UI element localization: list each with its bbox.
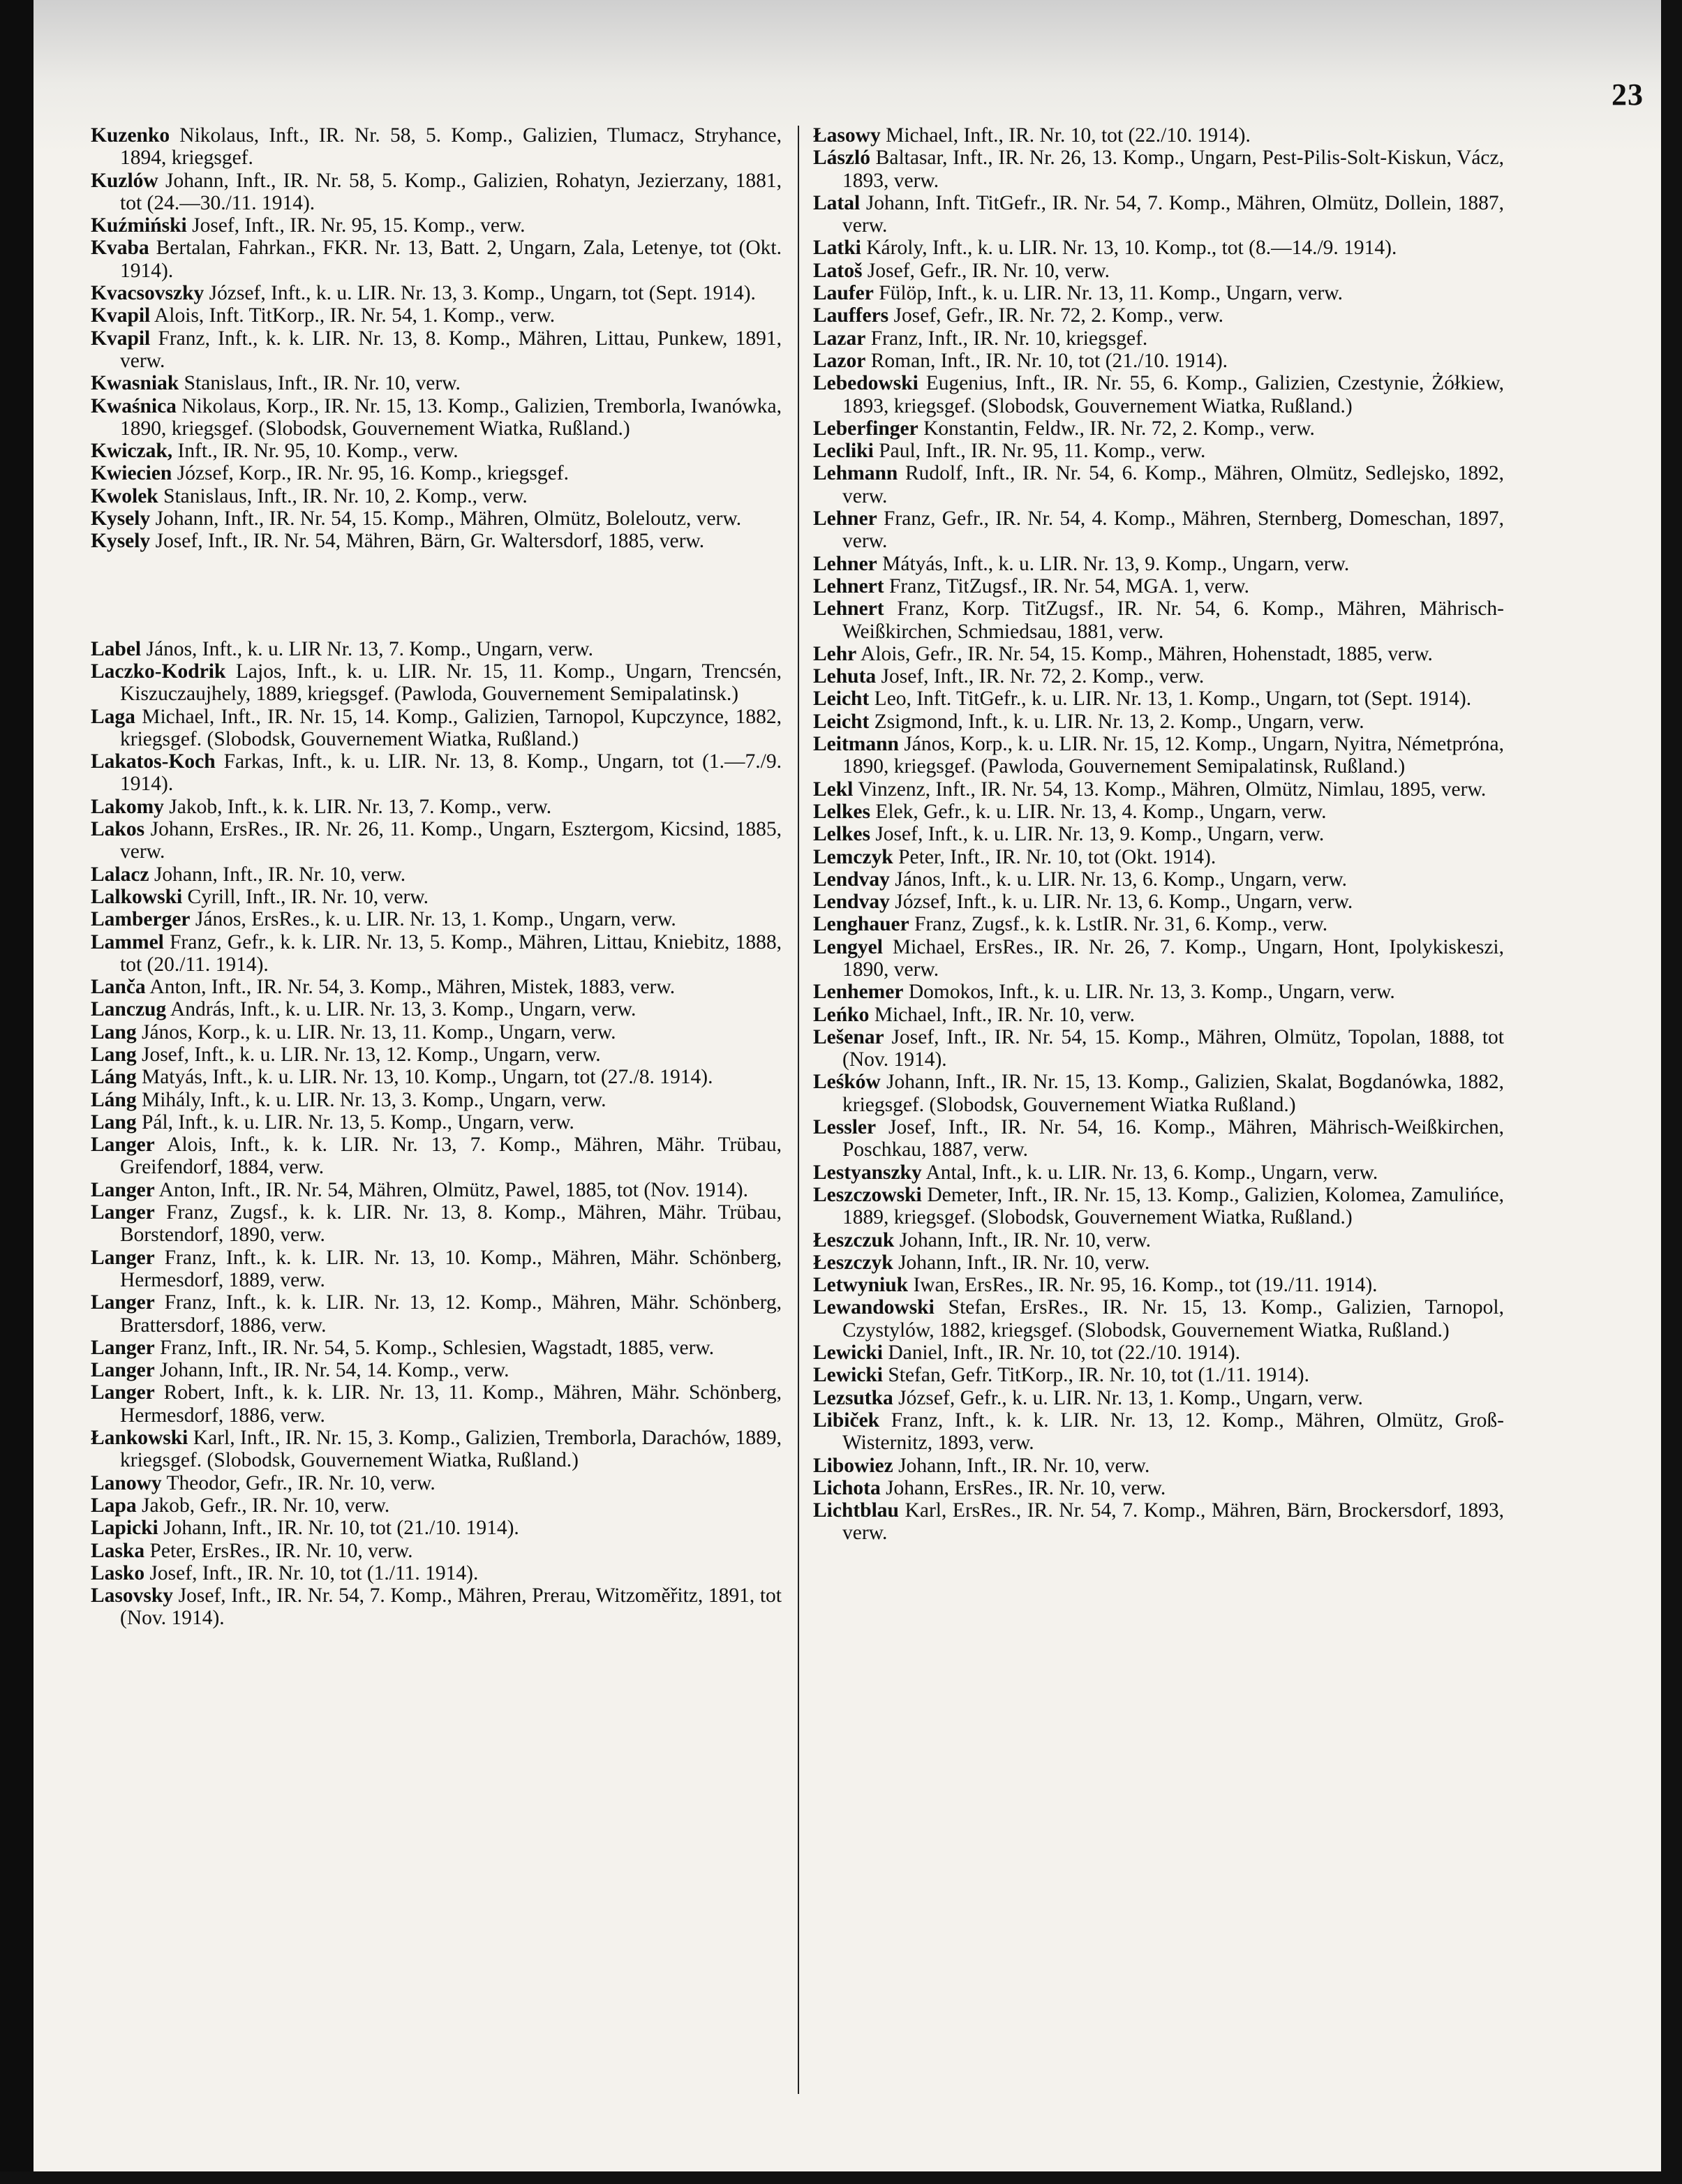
register-entry [91, 1043, 782, 1066]
entry-details: Domokos, Inft., k. u. LIR. Nr. 13, 3. Komp., Ungarn, verw. [903, 981, 1395, 1004]
left-column [91, 124, 782, 1630]
entry-details: Johann, ErsRes., IR. Nr. 10, verw. [880, 1476, 1166, 1499]
entry-details: János, Inft., k. u. LIR Nr. 13, 7. Komp., Ungarn, verw. [141, 637, 593, 660]
register-entry [813, 868, 1504, 891]
entry-details: Antal, Inft., k. u. LIR. Nr. 13, 6. Komp., Ungarn, verw. [921, 1161, 1378, 1184]
register-entry [813, 417, 1504, 440]
entry-details: Josef, Gefr., IR. Nr. 10, verw. [862, 259, 1110, 282]
register-entry [91, 440, 782, 462]
entry-details: Mihály, Inft., k. u. LIR. Nr. 13, 3. Komp., Ungarn, verw. [136, 1088, 606, 1111]
register-entry [813, 733, 1504, 778]
entry-surname: Leicht [813, 688, 870, 711]
entry-surname: Kwiecien [91, 462, 172, 485]
register-entry [813, 846, 1504, 868]
entry-details: Anton, Inft., IR. Nr. 54, 3. Komp., Mähren, Mistek, 1883, verw. [145, 976, 676, 999]
register-entry [91, 1291, 782, 1337]
entry-details: Mátyás, Inft., k. u. LIR. Nr. 13, 9. Komp., Ungarn, verw. [877, 552, 1350, 575]
register-entry [91, 976, 782, 998]
register-entry [91, 1089, 782, 1111]
column-divider [798, 126, 799, 2094]
entry-surname: Lelkes [813, 800, 870, 823]
entry-surname: Lanczug [91, 998, 167, 1021]
entry-details: Baltasar, Inft., IR. Nr. 26, 13. Komp., Ungarn, Pest-Pilis-Solt-Kiskun, Vácz, 1893, verw. [842, 147, 1504, 192]
entry-details: Lajos, Inft., k. u. LIR. Nr. 15, 11. Komp., Ungarn, Trencsén, Kiszuczaujhely, 1889, kriegsgef. (Pawloda, Gouvernement Semipalatinsk.) [120, 660, 782, 706]
entry-surname: Latki [813, 237, 861, 260]
register-entry [91, 170, 782, 215]
entry-surname: Lakatos-Koch [91, 750, 216, 773]
scan-border-bottom [0, 2171, 1682, 2184]
register-entry [91, 1359, 782, 1381]
register-entry [813, 1387, 1504, 1409]
entry-surname: Leitmann [813, 733, 899, 756]
register-entry [813, 1026, 1504, 1071]
entry-details: Nikolaus, Inft., IR. Nr. 58, 5. Komp., Galizien, Tlumacz, Stryhance, 1894, kriegsgef. [120, 124, 782, 170]
register-entry [813, 575, 1504, 597]
entry-details: Franz, Inft., k. k. LIR. Nr. 13, 8. Komp., Mähren, Littau, Punkew, 1891, verw. [120, 327, 782, 372]
register-entry [91, 1494, 782, 1517]
entry-details: Johann, Inft., IR. Nr. 10, verw. [149, 863, 406, 886]
register-entry [91, 1337, 782, 1359]
entry-details: Paul, Inft., IR. Nr. 95, 11. Komp., verw. [873, 440, 1206, 463]
section-gap [91, 553, 782, 638]
register-entry [91, 931, 782, 976]
register-entry [91, 706, 782, 751]
register-entry [813, 665, 1504, 688]
entry-surname: Langer [91, 1246, 155, 1269]
register-entry [813, 372, 1504, 417]
entry-surname: Lehnert [813, 597, 884, 621]
entry-details: Johann, Inft., IR. Nr. 54, 14. Komp., verw. [154, 1359, 509, 1382]
entry-details: Nikolaus, Korp., IR. Nr. 15, 13. Komp., Galizien, Tremborla, Iwanówka, 1890, kriegsgef. (Slobodsk, Gouvernement Wiatka, Rußland.) [120, 394, 782, 440]
entry-surname: Łasowy [813, 124, 881, 147]
entry-surname: Lang [91, 1020, 137, 1043]
entry-surname: Kwiczak, [91, 440, 173, 463]
entry-details: József, Inft., k. u. LIR. Nr. 13, 3. Komp., Ungarn, tot (Sept. 1914). [204, 282, 756, 305]
entry-details: Stanislaus, Inft., IR. Nr. 10, verw. [179, 372, 461, 395]
entry-details: Johann, Inft., IR. Nr. 10, verw. [893, 1454, 1150, 1477]
entry-details: Károly, Inft., k. u. LIR. Nr. 13, 10. Komp., tot (8.—14./9. 1914). [861, 237, 1397, 260]
entry-surname: Láng [91, 1088, 137, 1111]
register-entry [813, 1364, 1504, 1386]
register-entry [813, 801, 1504, 823]
entry-surname: Lewicki [813, 1364, 883, 1387]
entry-details: Franz, Inft., k. k. LIR. Nr. 13, 12. Komp., Mähren, Olmütz, Groß-Wisternitz, 1893, verw. [842, 1409, 1504, 1455]
entry-details: Peter, Inft., IR. Nr. 10, tot (Okt. 1914). [893, 845, 1216, 868]
entry-surname: Kvaba [91, 237, 149, 260]
register-entry [91, 327, 782, 373]
entry-details: Demeter, Inft., IR. Nr. 15, 13. Komp., Galizien, Kolomea, Zamulińce, 1889, kriegsgef. (Slobodsk, Gouvernement Wiatka, Rußland.) [842, 1183, 1504, 1229]
entry-details: Josef, Inft., IR. Nr. 54, Mähren, Bärn, Gr. Waltersdorf, 1885, verw. [150, 530, 705, 553]
entry-surname: Lanowy [91, 1471, 162, 1494]
entry-details: Josef, Inft., IR. Nr. 54, 7. Komp., Mähren, Prerau, Witzoměřitz, 1891, tot (Nov. 1914). [120, 1584, 782, 1630]
entry-details: Josef, Inft., IR. Nr. 54, 15. Komp., Mähren, Olmütz, Topolan, 1888, tot (Nov. 1914). [842, 1025, 1504, 1071]
entry-surname: Łeszczuk [813, 1228, 895, 1251]
entry-details: Franz, Zugsf., k. k. LstIR. Nr. 31, 6. Komp., verw. [909, 913, 1328, 936]
entry-surname: Langer [91, 1381, 155, 1404]
register-entry [91, 908, 782, 930]
entry-details: Josef, Inft., IR. Nr. 72, 2. Komp., verw. [876, 665, 1205, 688]
entry-surname: Łankowski [91, 1427, 188, 1450]
register-entry [813, 1409, 1504, 1455]
entry-surname: Lammel [91, 930, 164, 953]
entry-details: Josef, Inft., IR. Nr. 10, tot (1./11. 1914). [144, 1561, 479, 1584]
entry-surname: Lakos [91, 818, 145, 841]
entry-surname: Lecliki [813, 440, 874, 463]
entry-surname: Lazor [813, 349, 866, 372]
entry-surname: Lelkes [813, 823, 870, 846]
register-entry [91, 304, 782, 327]
right-group-l [813, 124, 1504, 1545]
entry-surname: Langer [91, 1359, 155, 1382]
register-entry [91, 863, 782, 886]
register-entry [91, 1021, 782, 1043]
entry-surname: Laga [91, 705, 135, 728]
entry-details: Michael, Inft., IR. Nr. 15, 14. Komp., Galizien, Tarnopol, Kupczynce, 1882, kriegsgef. (Slobodsk, Gouvernement Wiatka, Rußland.) [120, 705, 782, 750]
entry-details: Theodor, Gefr., IR. Nr. 10, verw. [161, 1471, 436, 1494]
register-entry [91, 530, 782, 552]
register-entry [813, 823, 1504, 845]
entry-details: Johann, ErsRes., IR. Nr. 26, 11. Komp., Ungarn, Esztergom, Kicsind, 1885, verw. [120, 818, 782, 863]
entry-surname: László [813, 147, 870, 170]
entry-surname: Lehner [813, 507, 877, 530]
entry-surname: Label [91, 637, 142, 660]
register-entry [91, 1562, 782, 1584]
entry-surname: Kuzenko [91, 124, 170, 147]
entry-details: Jakob, Inft., k. k. LIR. Nr. 13, 7. Komp., verw. [163, 795, 552, 818]
entry-details: Johann, Inft., IR. Nr. 10, verw. [893, 1251, 1150, 1274]
entry-surname: Kuzlów [91, 169, 158, 192]
entry-details: Johann, Inft., IR. Nr. 58, 5. Komp., Galizien, Rohatyn, Jezierzany, 1881, tot (24.—30./11. 1914). [120, 169, 782, 214]
entry-surname: Lalkowski [91, 885, 183, 908]
register-entry [813, 260, 1504, 282]
entry-surname: Kuźmiński [91, 214, 187, 237]
entry-details: Franz, Inft., IR. Nr. 54, 5. Komp., Schlesien, Wagstadt, 1885, verw. [154, 1336, 715, 1359]
register-entry [813, 507, 1504, 553]
entry-surname: Lewicki [813, 1342, 883, 1365]
entry-details: Leo, Inft. TitGefr., k. u. LIR. Nr. 13, 1. Komp., Ungarn, tot (Sept. 1914). [869, 688, 1472, 711]
entry-details: Franz, TitZugsf., IR. Nr. 54, MGA. 1, verw. [884, 574, 1249, 597]
entry-details: Franz, Gefr., k. k. LIR. Nr. 13, 5. Komp., Mähren, Littau, Kniebitz, 1888, tot (20./11. 1914). [120, 930, 782, 976]
entry-details: Stanislaus, Inft., IR. Nr. 10, 2. Komp., verw. [158, 484, 528, 507]
entry-surname: Kwasniak [91, 372, 179, 395]
register-entry [91, 886, 782, 908]
entry-details: Johann, Inft., IR. Nr. 15, 13. Komp., Galizien, Skalat, Bogdanówka, 1882, kriegsgef. (Slobodsk, Gouvernement Wiatka Rußland.) [842, 1071, 1504, 1116]
register-entry [813, 778, 1504, 801]
register-entry [813, 553, 1504, 575]
entry-details: Daniel, Inft., IR. Nr. 10, tot (22./10. 1914). [882, 1342, 1241, 1365]
entry-details: Johann, Inft. TitGefr., IR. Nr. 54, 7. Komp., Mähren, Olmütz, Dollein, 1887, verw. [842, 191, 1504, 237]
register-entry [91, 1584, 782, 1630]
entry-details: Roman, Inft., IR. Nr. 10, tot (21./10. 1914). [865, 349, 1228, 372]
entry-details: Jakob, Gefr., IR. Nr. 10, verw. [136, 1494, 390, 1517]
entry-details: Rudolf, Inft., IR. Nr. 54, 6. Komp., Mähren, Olmütz, Sedlejsko, 1892, verw. [842, 462, 1504, 507]
entry-details: András, Inft., k. u. LIR. Nr. 13, 3. Komp., Ungarn, verw. [166, 998, 637, 1021]
register-entry [813, 688, 1504, 710]
entry-surname: Leńko [813, 1003, 870, 1026]
entry-details: János, Korp., k. u. LIR. Nr. 15, 12. Komp., Ungarn, Nyitra, Németpróna, 1890, kriegsgef. (Pawloda, Gouvernement Semipalatinsk, Rußland.) [842, 733, 1504, 778]
entry-details: József, Gefr., k. u. LIR. Nr. 13, 1. Komp., Ungarn, verw. [893, 1386, 1363, 1409]
entry-surname: Langer [91, 1336, 155, 1359]
entry-surname: Kysely [91, 507, 151, 530]
entry-surname: Lauffers [813, 304, 889, 327]
register-entry [813, 913, 1504, 935]
entry-surname: Lendvay [813, 868, 890, 891]
entry-surname: Lalacz [91, 863, 149, 886]
entry-surname: Lazar [813, 327, 866, 350]
entry-surname: Lamberger [91, 908, 191, 931]
entry-details: Franz, Gefr., IR. Nr. 54, 4. Komp., Mähren, Sternberg, Domeschan, 1897, verw. [842, 507, 1504, 553]
register-entry [91, 214, 782, 237]
entry-surname: Lasko [91, 1561, 145, 1584]
entry-details: Vinzenz, Inft., IR. Nr. 54, 13. Komp., Mähren, Olmütz, Nimlau, 1895, verw. [853, 778, 1487, 801]
register-entry [813, 1116, 1504, 1161]
entry-surname: Lehmann [813, 462, 898, 485]
entry-details: Johann, Inft., IR. Nr. 10, tot (21./10. 1914). [158, 1517, 519, 1540]
register-entry [91, 1472, 782, 1494]
entry-surname: Lestyanszky [813, 1161, 922, 1184]
register-entry [813, 462, 1504, 507]
entry-surname: Laska [91, 1539, 145, 1562]
register-entry [813, 350, 1504, 372]
register-entry [91, 818, 782, 863]
entry-surname: Leicht [813, 710, 870, 733]
register-entry [91, 462, 782, 484]
register-entry [813, 1274, 1504, 1296]
register-entry [91, 282, 782, 304]
entry-surname: Lebedowski [813, 372, 918, 395]
entry-details: Franz, Inft., IR. Nr. 10, kriegsgef. [865, 327, 1148, 350]
entry-details: Josef, Inft., IR. Nr. 54, 16. Komp., Mähren, Mährisch-Weißkirchen, Poschkau, 1887, verw. [842, 1116, 1504, 1161]
entry-surname: Láng [91, 1066, 137, 1089]
entry-surname: Lekl [813, 778, 854, 801]
register-entry [91, 1201, 782, 1247]
entry-details: Bertalan, Fahrkan., FKR. Nr. 13, Batt. 2, Ungarn, Zala, Letenye, tot (Okt. 1914). [120, 237, 782, 282]
entry-details: Johann, Inft., IR. Nr. 54, 15. Komp., Mähren, Olmütz, Boleloutz, verw. [150, 507, 742, 530]
register-entry [813, 981, 1504, 1003]
register-entry [813, 1004, 1504, 1026]
register-entry [813, 1229, 1504, 1251]
entry-surname: Lehnert [813, 574, 884, 597]
entry-surname: Kvapil [91, 304, 151, 327]
entry-surname: Lewandowski [813, 1296, 935, 1319]
register-entry [91, 1540, 782, 1562]
entry-surname: Lehr [813, 642, 857, 665]
register-entry [91, 507, 782, 530]
entry-details: Stefan, ErsRes., IR. Nr. 15, 13. Komp., Galizien, Tarnopol, Czystylów, 1882, kriegsgef. (Slobodsk, Gouvernement Wiatka, Rußland.) [842, 1296, 1504, 1342]
register-entry [813, 1251, 1504, 1274]
entry-surname: Kvapil [91, 327, 151, 350]
register-entry [813, 1477, 1504, 1499]
entry-surname: Lapicki [91, 1517, 158, 1540]
entry-details: Konstantin, Feldw., IR. Nr. 72, 2. Komp., verw. [918, 417, 1315, 440]
entry-surname: Lengyel [813, 935, 883, 958]
entry-details: Robert, Inft., k. k. LIR. Nr. 13, 11. Komp., Mähren, Mähr. Schönberg, Hermesdorf, 1886, verw. [120, 1381, 782, 1427]
register-entry [91, 1066, 782, 1088]
register-entry [813, 124, 1504, 147]
scan-border-right [1661, 0, 1682, 2184]
entry-surname: Lichota [813, 1476, 881, 1499]
entry-surname: Lenghauer [813, 913, 909, 936]
entry-details: Alois, Gefr., IR. Nr. 54, 15. Komp., Mähren, Hohenstadt, 1885, verw. [856, 642, 1433, 665]
register-entry [91, 1381, 782, 1427]
entry-details: Alois, Inft. TitKorp., IR. Nr. 54, 1. Komp., verw. [150, 304, 556, 327]
entry-details: Franz, Zugsf., k. k. LIR. Nr. 13, 8. Komp., Mähren, Mähr. Trübau, Borstendorf, 1890, verw. [120, 1201, 782, 1247]
entry-surname: Lanča [91, 976, 146, 999]
entry-details: Cyrill, Inft., IR. Nr. 10, verw. [182, 885, 429, 908]
entry-surname: Langer [91, 1134, 155, 1157]
entry-details: Josef, Inft., k. u. LIR. Nr. 13, 12. Komp., Ungarn, verw. [136, 1043, 601, 1066]
register-entry [813, 147, 1504, 192]
register-entry [813, 192, 1504, 237]
register-entry [813, 643, 1504, 665]
entry-surname: Lezsutka [813, 1386, 893, 1409]
entry-surname: Libowiez [813, 1454, 893, 1477]
register-entry [91, 1427, 782, 1472]
entry-details: Matyás, Inft., k. u. LIR. Nr. 13, 10. Komp., Ungarn, tot (27./8. 1914). [136, 1066, 713, 1089]
register-entry [91, 1517, 782, 1539]
entry-surname: Langer [91, 1178, 155, 1201]
register-entry [91, 395, 782, 440]
register-entry [813, 237, 1504, 259]
register-entry [813, 1071, 1504, 1116]
entry-surname: Kwolek [91, 484, 158, 507]
entry-details: Zsigmond, Inft., k. u. LIR. Nr. 13, 2. Komp., Ungarn, verw. [869, 710, 1364, 733]
entry-surname: Letwyniuk [813, 1274, 909, 1297]
entry-surname: Laczko-Kodrik [91, 660, 226, 683]
entry-details: Peter, ErsRes., IR. Nr. 10, verw. [144, 1539, 413, 1562]
entry-details: Fülöp, Inft., k. u. LIR. Nr. 13, 11. Komp., Ungarn, verw. [873, 282, 1343, 305]
entry-details: Franz, Inft., k. k. LIR. Nr. 13, 10. Komp., Mähren, Mähr. Schönberg, Hermesdorf, 1889, verw. [120, 1246, 782, 1291]
register-entry [813, 327, 1504, 350]
entry-details: Franz, Korp. TitZugsf., IR. Nr. 54, 6. Komp., Mähren, Mährisch-Weißkirchen, Schmiedsau, 1881, verw. [842, 597, 1504, 643]
page-number: 23 [1612, 77, 1644, 112]
register-entry [813, 936, 1504, 981]
entry-details: Michael, Inft., IR. Nr. 10, verw. [869, 1003, 1136, 1026]
entry-details: Michael, ErsRes., IR. Nr. 26, 7. Komp., Ungarn, Hont, Ipolykiskeszi, 1890, verw. [842, 935, 1504, 981]
entry-details: József, Korp., IR. Nr. 95, 16. Komp., kriegsgef. [172, 462, 569, 485]
register-entry [91, 660, 782, 706]
entry-details: Farkas, Inft., k. u. LIR. Nr. 13, 8. Komp., Ungarn, tot (1.—7./9. 1914). [120, 750, 782, 796]
entry-surname: Lang [91, 1110, 137, 1134]
register-entry [91, 124, 782, 170]
entry-surname: Lemczyk [813, 845, 893, 868]
entry-details: János, ErsRes., k. u. LIR. Nr. 13, 1. Komp., Ungarn, verw. [190, 908, 676, 931]
register-entry [813, 1184, 1504, 1229]
entry-surname: Lasovsky [91, 1584, 174, 1607]
entry-details: Stefan, Gefr. TitKorp., IR. Nr. 10, tot (1./11. 1914). [882, 1364, 1309, 1387]
entry-surname: Lešenar [813, 1025, 884, 1048]
entry-details: Alois, Inft., k. k. LIR. Nr. 13, 7. Komp., Mähren, Mähr. Trübau, Greifendorf, 1884, verw. [120, 1134, 782, 1179]
entry-surname: Latoš [813, 259, 863, 282]
entry-surname: Leberfinger [813, 417, 918, 440]
entry-surname: Lakomy [91, 795, 164, 818]
entry-details: Anton, Inft., IR. Nr. 54, Mähren, Olmütz, Pawel, 1885, tot (Nov. 1914). [154, 1178, 748, 1201]
entry-surname: Latal [813, 191, 861, 214]
entry-details: Karl, Inft., IR. Nr. 15, 3. Komp., Galizien, Tremborla, Darachów, 1889, kriegsgef. (Slobodsk, Gouvernement Wiatka, Rußland.) [120, 1427, 782, 1472]
entry-surname: Leszczowski [813, 1183, 922, 1206]
entry-surname: Kvacsovszky [91, 282, 204, 305]
left-group-l [91, 638, 782, 1630]
register-entry [91, 1111, 782, 1134]
register-entry [813, 282, 1504, 304]
entry-surname: Lehner [813, 552, 877, 575]
entry-details: Johann, Inft., IR. Nr. 10, verw. [894, 1228, 1151, 1251]
register-entry [91, 237, 782, 282]
entry-details: József, Inft., k. u. LIR. Nr. 13, 6. Komp., Ungarn, verw. [889, 891, 1353, 914]
entry-surname: Lehuta [813, 665, 877, 688]
entry-details: Inft., IR. Nr. 95, 10. Komp., verw. [172, 440, 459, 463]
entry-details: Michael, Inft., IR. Nr. 10, tot (22./10. 1914). [880, 124, 1251, 147]
entry-surname: Lang [91, 1043, 137, 1066]
register-entry [91, 372, 782, 394]
register-entry [813, 1342, 1504, 1364]
register-entry [91, 998, 782, 1020]
register-entry [813, 1455, 1504, 1477]
entry-details: Iwan, ErsRes., IR. Nr. 95, 16. Komp., tot (19./11. 1914). [908, 1274, 1378, 1297]
entry-details: Pál, Inft., k. u. LIR. Nr. 13, 5. Komp., Ungarn, verw. [136, 1110, 574, 1134]
entry-surname: Lapa [91, 1494, 137, 1517]
register-entry [91, 485, 782, 507]
entry-details: Josef, Gefr., IR. Nr. 72, 2. Komp., verw. [888, 304, 1224, 327]
entry-surname: Lessler [813, 1116, 877, 1139]
entry-details: Franz, Inft., k. k. LIR. Nr. 13, 12. Komp., Mähren, Mähr. Schönberg, Brattersdorf, 1886, verw. [120, 1291, 782, 1337]
entry-surname: Laufer [813, 282, 874, 305]
entry-details: Karl, ErsRes., IR. Nr. 54, 7. Komp., Mähren, Bärn, Brockersdorf, 1893, verw. [842, 1499, 1504, 1545]
register-entry [91, 638, 782, 660]
register-entry [91, 1179, 782, 1201]
entry-surname: Langer [91, 1291, 155, 1314]
entry-surname: Kwaśnica [91, 394, 177, 417]
register-entry [91, 1247, 782, 1292]
register-entry [91, 750, 782, 796]
register-entry [813, 304, 1504, 327]
entry-surname: Langer [91, 1201, 155, 1224]
entry-details: János, Inft., k. u. LIR. Nr. 13, 6. Komp., Ungarn, verw. [889, 868, 1348, 891]
register-entry [91, 1134, 782, 1179]
entry-surname: Libiček [813, 1409, 880, 1432]
entry-details: Elek, Gefr., k. u. LIR. Nr. 13, 4. Komp., Ungarn, verw. [870, 800, 1327, 823]
entry-details: Eugenius, Inft., IR. Nr. 55, 6. Komp., Galizien, Czestynie, Żółkiew, 1893, kriegsgef. (Slobodsk, Gouvernement Wiatka, Rußland.) [842, 372, 1504, 417]
entry-surname: Lenhemer [813, 981, 904, 1004]
entry-surname: Leśków [813, 1071, 881, 1094]
register-entry [813, 597, 1504, 643]
register-entry [813, 891, 1504, 913]
scan-border-left [0, 0, 34, 2184]
entry-surname: Lichtblau [813, 1499, 899, 1522]
right-column [813, 124, 1504, 1545]
register-entry [91, 796, 782, 818]
entry-surname: Kysely [91, 530, 151, 553]
register-entry [813, 1296, 1504, 1342]
left-group-k [91, 124, 782, 553]
entry-details: Josef, Inft., IR. Nr. 95, 15. Komp., verw. [186, 214, 526, 237]
register-entry [813, 1499, 1504, 1545]
register-entry [813, 711, 1504, 733]
register-entry [813, 440, 1504, 462]
register-entry [813, 1161, 1504, 1184]
entry-details: János, Korp., k. u. LIR. Nr. 13, 11. Komp., Ungarn, verw. [136, 1020, 616, 1043]
entry-details: Josef, Inft., k. u. LIR. Nr. 13, 9. Komp., Ungarn, verw. [870, 823, 1325, 846]
entry-surname: Lendvay [813, 891, 890, 914]
entry-surname: Łeszczyk [813, 1251, 893, 1274]
